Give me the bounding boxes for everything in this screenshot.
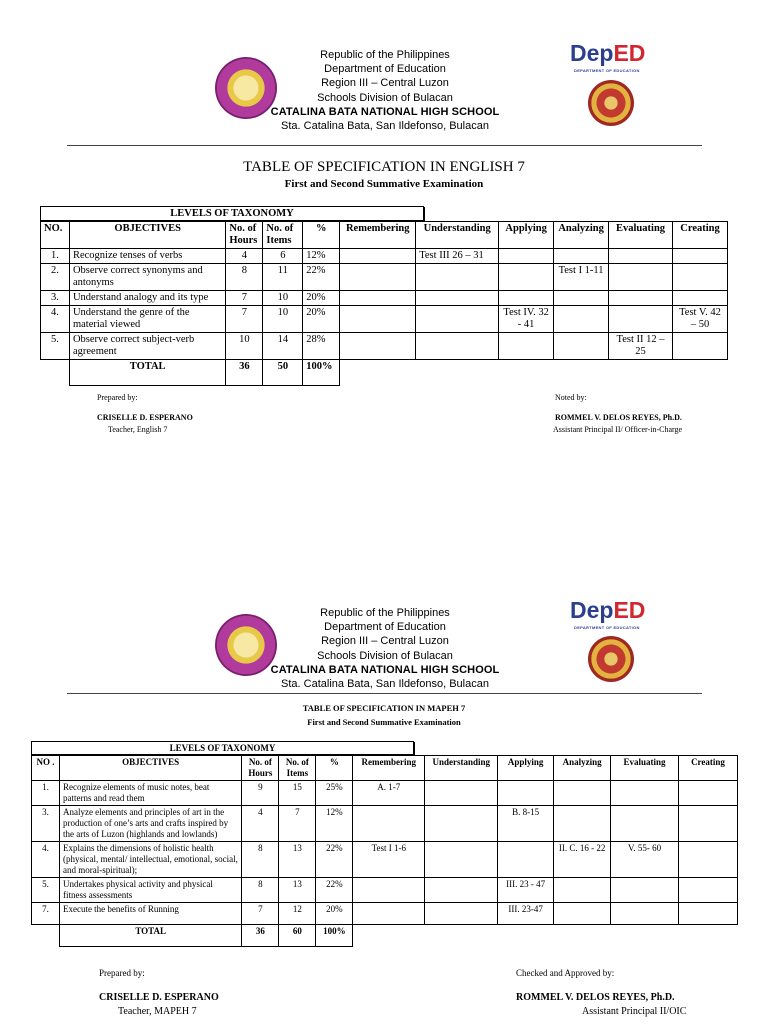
header-divider — [67, 693, 702, 694]
table-row — [41, 291, 728, 306]
prepared-by-title: Teacher, English 7 — [108, 425, 168, 434]
letterhead — [240, 606, 530, 691]
noted-by-name: ROMMEL V. DELOS REYES, Ph.D. — [555, 413, 682, 422]
col-header: Understanding — [416, 222, 499, 249]
cell-no: 5. — [41, 333, 70, 360]
cell-evaluating — [609, 306, 673, 333]
header-line: Republic of the Philippines — [320, 607, 450, 619]
col-header: OBJECTIVES — [59, 756, 241, 781]
cell-percent: 22% — [316, 878, 353, 903]
cell-objective: Recognize tenses of verbs — [69, 249, 225, 264]
col-header: NO. — [41, 222, 70, 249]
cell-items: 13 — [279, 878, 316, 903]
cell-understanding — [416, 306, 499, 333]
table-row — [32, 842, 738, 878]
cell-evaluating — [611, 781, 679, 806]
cell-understanding — [416, 291, 499, 306]
cell-applying — [499, 264, 554, 291]
cell-creating — [678, 781, 737, 806]
letterhead — [240, 48, 530, 133]
col-header: Evaluating — [609, 222, 673, 249]
header-line: Region III – Central Luzon — [321, 77, 449, 90]
header-line: Department of Education — [324, 63, 446, 76]
cell-hours: 9 — [242, 781, 279, 806]
cell-understanding — [425, 878, 498, 903]
col-header: Creating — [678, 756, 737, 781]
cell-hours: 8 — [242, 842, 279, 878]
cell-analyzing — [554, 878, 611, 903]
cell-items: 10 — [263, 306, 303, 333]
col-header: Applying — [499, 222, 554, 249]
table-row — [32, 781, 738, 806]
cell-no: 3. — [41, 291, 70, 306]
cell-remembering — [340, 291, 416, 306]
cell-analyzing — [554, 781, 611, 806]
checked-by-label: Checked and Approved by: — [516, 968, 615, 978]
cell-objective: Analyze elements and principles of art in the production of one’s arts and crafts inspired by the arts of Luzon (highlands and lowlands) — [59, 806, 241, 842]
cell-remembering — [340, 249, 416, 264]
col-header: Creating — [673, 222, 728, 249]
levels-of-taxonomy-label: LEVELS OF TAXONOMY — [31, 741, 414, 755]
cell-creating — [678, 878, 737, 903]
header-line: Republic of the Philippines — [320, 49, 450, 61]
page-subtitle: First and Second Summative Examination — [307, 717, 461, 727]
cell-no: 5. — [32, 878, 60, 903]
cell-hours: 8 — [242, 878, 279, 903]
school-name: CATALINA BATA NATIONAL HIGH SCHOOL — [270, 663, 500, 676]
table-row — [41, 306, 728, 333]
total-items: 50 — [263, 360, 303, 386]
cell-percent: 22% — [316, 842, 353, 878]
cell-hours: 7 — [226, 306, 263, 333]
total-hours: 36 — [226, 360, 263, 386]
page-subtitle: First and Second Summative Examination — [284, 178, 484, 190]
levels-of-taxonomy-label: LEVELS OF TAXONOMY — [40, 206, 424, 221]
col-header: Remembering — [353, 756, 425, 781]
cell-creating — [673, 333, 728, 360]
table-row — [41, 333, 728, 360]
cell-hours: 8 — [226, 264, 263, 291]
cell-no: 1. — [41, 249, 70, 264]
table-row — [32, 878, 738, 903]
cell-evaluating — [611, 903, 679, 925]
col-header: OBJECTIVES — [69, 222, 225, 249]
col-header: Analyzing — [554, 222, 609, 249]
deped-logo-dep: Dep — [570, 40, 614, 66]
cell-remembering — [353, 806, 425, 842]
cell-applying — [499, 333, 554, 360]
cell-hours: 4 — [226, 249, 263, 264]
header-line: Department of Education — [324, 621, 446, 634]
cell-analyzing — [554, 903, 611, 925]
col-header: Remembering — [340, 222, 416, 249]
cell-items: 15 — [279, 781, 316, 806]
cell-understanding — [425, 781, 498, 806]
school-address: Sta. Catalina Bata, San Ildefonso, Bulacan — [281, 678, 489, 691]
cell-remembering — [340, 306, 416, 333]
total-percent: 100% — [316, 925, 353, 947]
total-row — [41, 360, 728, 386]
deped-logo-subtitle: DEPARTMENT OF EDUCATION — [574, 68, 640, 73]
cell-percent: 12% — [316, 806, 353, 842]
header-divider — [67, 145, 702, 146]
total-items: 60 — [279, 925, 316, 947]
cell-objective: Execute the benefits of Running — [59, 903, 241, 925]
cell-objective: Observe correct synonyms and antonyms — [69, 264, 225, 291]
cell-percent: 28% — [303, 333, 340, 360]
header-line: Schools Division of Bulacan — [317, 649, 453, 662]
cell-no: 4. — [41, 306, 70, 333]
english-spec-table — [40, 221, 728, 386]
cell-remembering — [353, 903, 425, 925]
cell-analyzing — [554, 806, 611, 842]
cell-analyzing: II. C. 16 - 22 — [554, 842, 611, 878]
col-header: Understanding — [425, 756, 498, 781]
cell-creating — [678, 806, 737, 842]
header-line: Schools Division of Bulacan — [317, 91, 453, 104]
school-address: Sta. Catalina Bata, San Ildefonso, Bulacan — [281, 120, 489, 133]
cell-applying — [499, 249, 554, 264]
cell-remembering: A. 1-7 — [353, 781, 425, 806]
deped-logo-dep: Dep — [570, 597, 614, 623]
deped-logo-subtitle: DEPARTMENT OF EDUCATION — [574, 625, 640, 630]
cell-hours: 10 — [226, 333, 263, 360]
cell-objective: Undertakes physical activity and physical fitness assessments — [59, 878, 241, 903]
table-row — [32, 903, 738, 925]
cell-hours: 4 — [242, 806, 279, 842]
cell-objective: Explains the dimensions of holistic health (physical, mental/ intellectual, emotional, social, and moral-spiritual); — [59, 842, 241, 878]
total-label: TOTAL — [59, 925, 241, 947]
cell-creating — [678, 903, 737, 925]
cell-percent: 25% — [316, 781, 353, 806]
noted-by-label: Noted by: — [555, 393, 587, 402]
col-header: No. of Hours — [226, 222, 263, 249]
cell-items: 13 — [279, 842, 316, 878]
header-line: Region III – Central Luzon — [321, 635, 449, 648]
cell-understanding — [425, 806, 498, 842]
division-seal — [588, 80, 634, 126]
cell-items: 6 — [263, 249, 303, 264]
cell-percent: 20% — [316, 903, 353, 925]
col-header: No. of Items — [263, 222, 303, 249]
col-header: % — [303, 222, 340, 249]
checked-by-title: Assistant Principal II/OIC — [582, 1006, 687, 1017]
table-header-row — [32, 756, 738, 781]
cell-creating — [678, 842, 737, 878]
col-header: Analyzing — [554, 756, 611, 781]
col-header: NO . — [32, 756, 60, 781]
table-row — [32, 806, 738, 842]
total-percent: 100% — [303, 360, 340, 386]
page-title: TABLE OF SPECIFICATION IN ENGLISH 7 — [243, 159, 525, 175]
cell-objective: Recognize elements of music notes, beat patterns and read them — [59, 781, 241, 806]
prepared-by-name: CRISELLE D. ESPERANO — [99, 992, 219, 1003]
cell-applying — [499, 291, 554, 306]
prepared-by-title: Teacher, MAPEH 7 — [118, 1006, 197, 1017]
table-header-row — [41, 222, 728, 249]
noted-by-title: Assistant Principal II/ Officer-in-Charge — [553, 425, 683, 434]
page-title: TABLE OF SPECIFICATION IN MAPEH 7 — [302, 703, 466, 713]
cell-understanding: Test III 26 – 31 — [416, 249, 499, 264]
cell-understanding — [425, 903, 498, 925]
cell-applying — [498, 842, 554, 878]
cell-hours: 7 — [242, 903, 279, 925]
prepared-by-label: Prepared by: — [99, 968, 145, 978]
cell-remembering — [353, 878, 425, 903]
cell-evaluating — [611, 878, 679, 903]
cell-objective: Understand analogy and its type — [69, 291, 225, 306]
col-header: % — [316, 756, 353, 781]
cell-understanding — [416, 264, 499, 291]
total-label: TOTAL — [69, 360, 225, 386]
cell-evaluating — [611, 806, 679, 842]
cell-no: 3. — [32, 806, 60, 842]
cell-no: 1. — [32, 781, 60, 806]
cell-analyzing — [554, 291, 609, 306]
cell-percent: 22% — [303, 264, 340, 291]
division-seal — [588, 636, 634, 682]
total-row — [32, 925, 738, 947]
cell-analyzing — [554, 306, 609, 333]
cell-applying: B. 8-15 — [498, 806, 554, 842]
cell-evaluating: Test II 12 – 25 — [609, 333, 673, 360]
cell-no: 7. — [32, 903, 60, 925]
cell-applying: III. 23 - 47 — [498, 878, 554, 903]
prepared-by-label: Prepared by: — [97, 393, 138, 402]
cell-hours: 7 — [226, 291, 263, 306]
cell-objective: Observe correct subject-verb agreement — [69, 333, 225, 360]
col-header: No. of Hours — [242, 756, 279, 781]
table-row — [41, 249, 728, 264]
cell-understanding — [416, 333, 499, 360]
school-name: CATALINA BATA NATIONAL HIGH SCHOOL — [270, 105, 500, 118]
col-header: Evaluating — [611, 756, 679, 781]
cell-analyzing — [554, 249, 609, 264]
cell-applying: Test IV. 32 - 41 — [499, 306, 554, 333]
cell-analyzing: Test I 1-11 — [554, 264, 609, 291]
cell-items: 11 — [263, 264, 303, 291]
cell-no: 4. — [32, 842, 60, 878]
cell-creating — [673, 291, 728, 306]
deped-logo — [570, 599, 645, 622]
cell-items: 10 — [263, 291, 303, 306]
cell-understanding — [425, 842, 498, 878]
cell-percent: 20% — [303, 306, 340, 333]
cell-remembering: Test I 1-6 — [353, 842, 425, 878]
deped-logo-ed: ED — [613, 597, 646, 623]
cell-items: 7 — [279, 806, 316, 842]
cell-percent: 20% — [303, 291, 340, 306]
cell-evaluating — [609, 264, 673, 291]
cell-items: 12 — [279, 903, 316, 925]
deped-logo — [570, 42, 645, 65]
cell-analyzing — [554, 333, 609, 360]
cell-creating — [673, 264, 728, 291]
col-header: Applying — [498, 756, 554, 781]
deped-logo-ed: ED — [613, 40, 646, 66]
cell-creating: Test V. 42 – 50 — [673, 306, 728, 333]
cell-creating — [673, 249, 728, 264]
cell-evaluating: V. 55- 60 — [611, 842, 679, 878]
mapeh-spec-table — [31, 755, 738, 947]
total-hours: 36 — [242, 925, 279, 947]
cell-remembering — [340, 333, 416, 360]
prepared-by-name: CRISELLE D. ESPERANO — [97, 413, 193, 422]
cell-percent: 12% — [303, 249, 340, 264]
cell-applying: III. 23-47 — [498, 903, 554, 925]
cell-applying — [498, 781, 554, 806]
table-row — [41, 264, 728, 291]
cell-objective: Understand the genre of the material viewed — [69, 306, 225, 333]
checked-by-name: ROMMEL V. DELOS REYES, Ph.D. — [516, 992, 675, 1003]
col-header: No. of Items — [279, 756, 316, 781]
cell-no: 2. — [41, 264, 70, 291]
cell-items: 14 — [263, 333, 303, 360]
cell-remembering — [340, 264, 416, 291]
cell-evaluating — [609, 249, 673, 264]
cell-evaluating — [609, 291, 673, 306]
